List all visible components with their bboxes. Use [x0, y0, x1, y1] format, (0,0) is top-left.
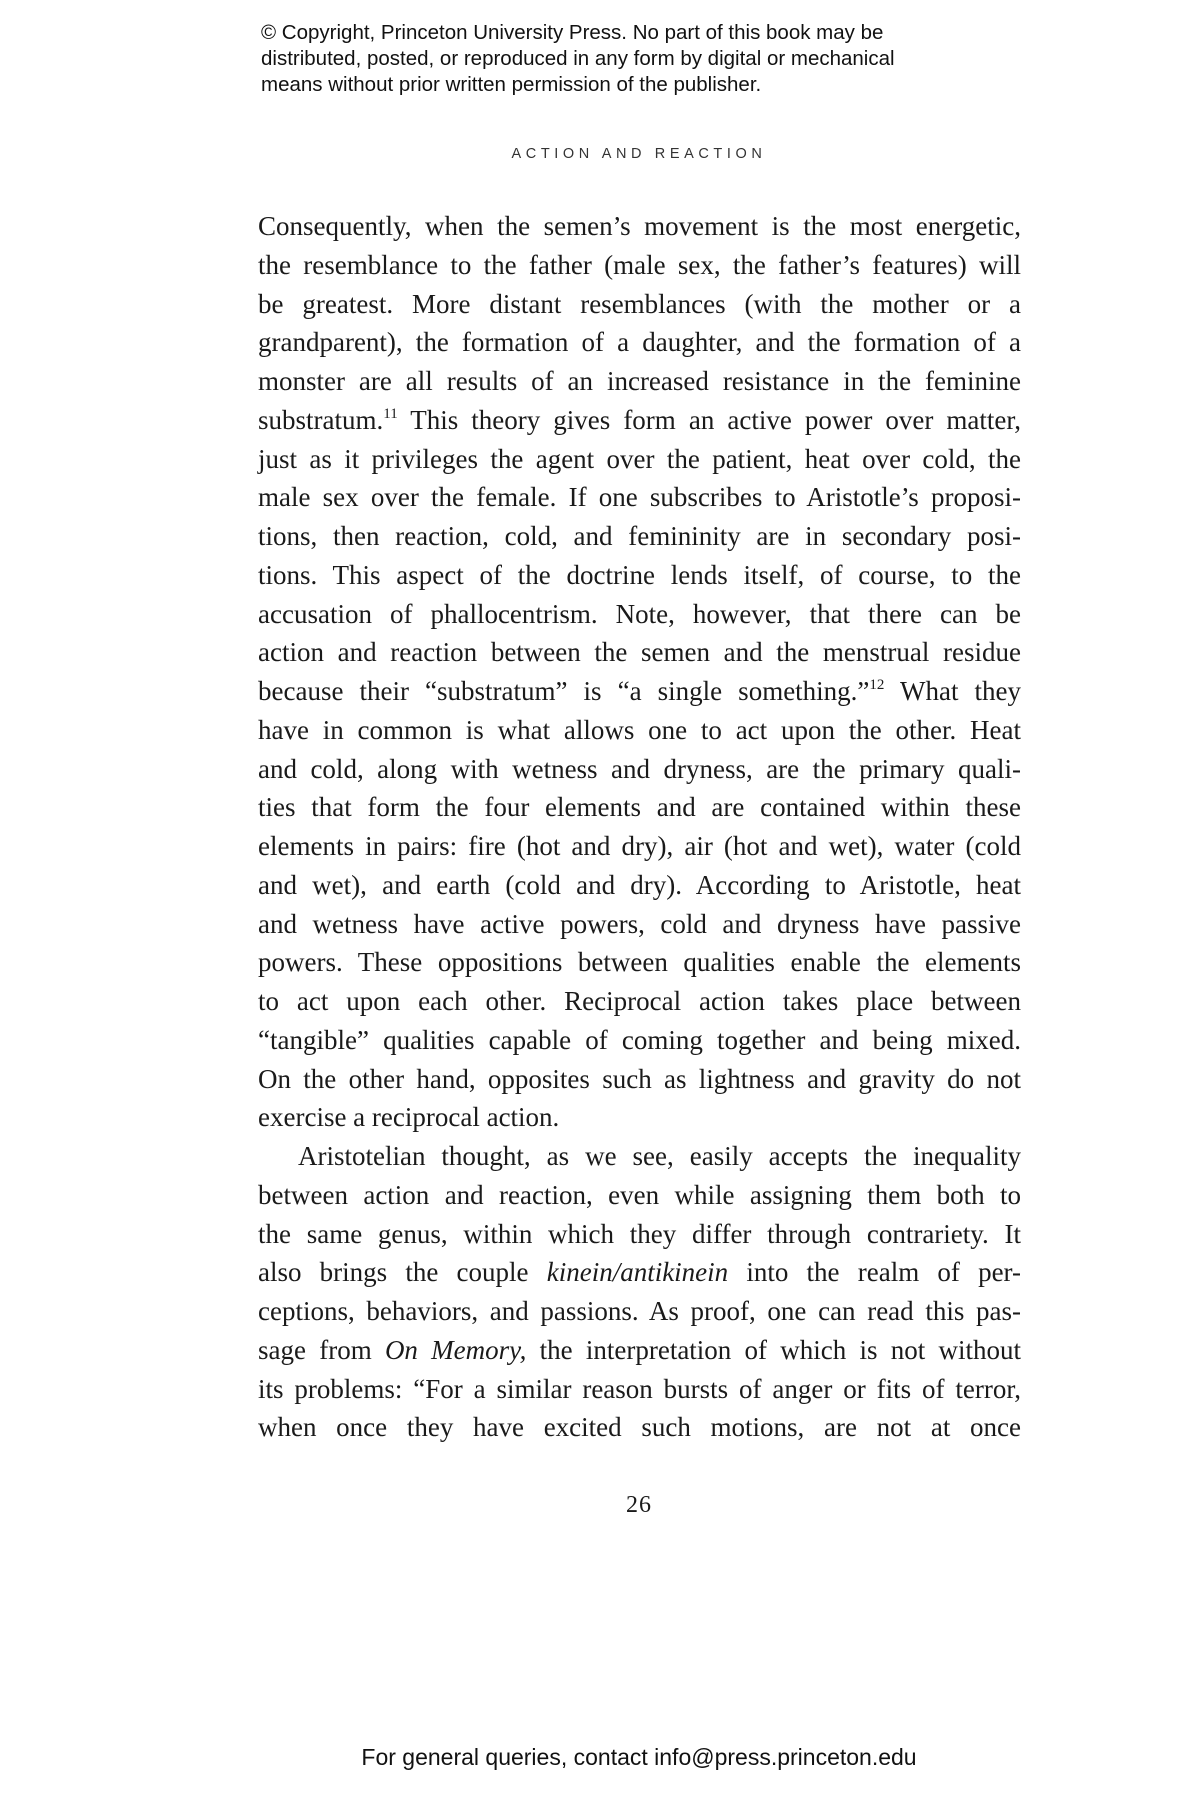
italic-text: kinein/antikinein [546, 1257, 729, 1288]
text-segment: its problems: “For a similar reason bursts of anger or fits of terror, [258, 1373, 1021, 1404]
text-line [258, 633, 1021, 672]
text-segment: also brings the couple [258, 1257, 547, 1288]
text-segment: into the realm of per- [728, 1257, 1021, 1288]
text-segment: the same genus, within which they differ through contrariety. It [258, 1218, 1021, 1249]
text-segment: This theory gives form an active power over matter, [397, 404, 1021, 435]
copyright-notice [261, 20, 981, 98]
text-segment: male sex over the female. If one subscribes to Aristotle’s proposi- [258, 482, 1021, 513]
text-segment: substratum. [258, 404, 384, 435]
text-segment: have in common is what allows one to act upon the other. Heat [258, 714, 1021, 745]
footnote-marker: 12 [869, 677, 885, 693]
text-line [258, 1215, 1021, 1254]
text-line [258, 323, 1021, 362]
text-segment: grandparent), the formation of a daughter, and the formation of a [258, 327, 1021, 358]
text-line [258, 672, 1021, 711]
text-line [258, 595, 1021, 634]
text-line [258, 943, 1021, 982]
text-segment: between action and reaction, even while assigning them both to [258, 1179, 1021, 1210]
text-segment: accusation of phallocentrism. Note, however, that there can be [258, 598, 1021, 629]
italic-text: On Memory, [384, 1334, 527, 1365]
footnote-marker: 11 [383, 405, 398, 422]
text-line [258, 1370, 1021, 1409]
text-segment: and wet), and earth (cold and dry). According to Aristotle, heat [258, 869, 1021, 900]
text-line [258, 1176, 1021, 1215]
text-line [258, 517, 1021, 556]
text-segment: because their “substratum” is “a single something.” [258, 676, 870, 706]
text-segment: when once they have excited such motions, are not at once [258, 1412, 1021, 1443]
text-line [258, 440, 1021, 479]
footer-contact: For general queries, contact info@press.princeton.edu [361, 1744, 917, 1770]
text-line [258, 1292, 1021, 1331]
copyright-line: distributed, posted, or reproduced in any form by digital or mechanical [261, 47, 895, 70]
copyright-line: © Copyright, Princeton University Press. No part of this book may be [261, 21, 884, 44]
text-segment: ceptions, behaviors, and passions. As proof, one can read this pas- [258, 1296, 1021, 1326]
text-line [258, 982, 1021, 1021]
body-text [258, 207, 1021, 1447]
text-segment: exercise a reciprocal action. [258, 1102, 560, 1133]
text-line [258, 1060, 1021, 1099]
text-segment: monster are all results of an increased resistance in the feminine [258, 366, 1021, 396]
text-line [258, 905, 1021, 944]
text-line [258, 1253, 1021, 1292]
text-line [258, 1408, 1021, 1447]
text-line [258, 866, 1021, 905]
text-segment: Aristotelian thought, as we see, easily accepts the inequality [298, 1141, 1021, 1171]
text-line [258, 401, 1021, 440]
text-segment: What they [884, 676, 1021, 706]
text-segment: “tangible” qualities capable of coming together and being mixed. [258, 1024, 1021, 1055]
text-segment: action and reaction between the semen and the menstrual residue [258, 637, 1021, 668]
text-segment: powers. These oppositions between qualities enable the elements [258, 947, 1021, 978]
text-line [258, 1331, 1021, 1370]
text-segment: just as it privileges the agent over the patient, heat over cold, the [258, 443, 1021, 474]
text-segment: sage from [258, 1334, 385, 1365]
text-line [258, 1021, 1021, 1060]
text-line [258, 1098, 1021, 1137]
text-line [258, 711, 1021, 750]
running-head: ACTION AND REACTION [511, 146, 767, 162]
text-line [258, 285, 1021, 324]
text-line [258, 207, 1021, 246]
text-line [258, 362, 1021, 401]
text-segment: and cold, along with wetness and dryness, are the primary quali- [258, 753, 1021, 784]
text-line [258, 750, 1021, 789]
text-segment: the interpretation of which is not without [526, 1334, 1021, 1365]
page-number: 26 [626, 1492, 652, 1518]
text-segment: elements in pairs: fire (hot and dry), air (hot and wet), water (cold [258, 831, 1021, 861]
text-segment: to act upon each other. Reciprocal action takes place between [258, 986, 1021, 1016]
text-segment: the resemblance to the father (male sex, the father’s features) will [258, 249, 1021, 280]
copyright-line: means without prior written permission of the publisher. [261, 73, 762, 96]
text-segment: be greatest. More distant resemblances (with the mother or a [258, 288, 1021, 319]
text-segment: ties that form the four elements and are contained within these [258, 792, 1021, 823]
text-segment: tions, then reaction, cold, and femininity are in secondary posi- [258, 521, 1021, 551]
text-segment: Consequently, when the semen’s movement is the most energetic, [258, 211, 1021, 241]
text-line [258, 478, 1021, 517]
text-line [258, 1137, 1021, 1176]
text-segment: tions. This aspect of the doctrine lends itself, of course, to the [258, 559, 1021, 590]
text-line [258, 556, 1021, 595]
text-line [258, 788, 1021, 827]
text-segment: and wetness have active powers, cold and dryness have passive [258, 908, 1021, 939]
text-segment: On the other hand, opposites such as lightness and gravity do not [258, 1063, 1021, 1094]
text-line [258, 827, 1021, 866]
text-line [258, 246, 1021, 285]
